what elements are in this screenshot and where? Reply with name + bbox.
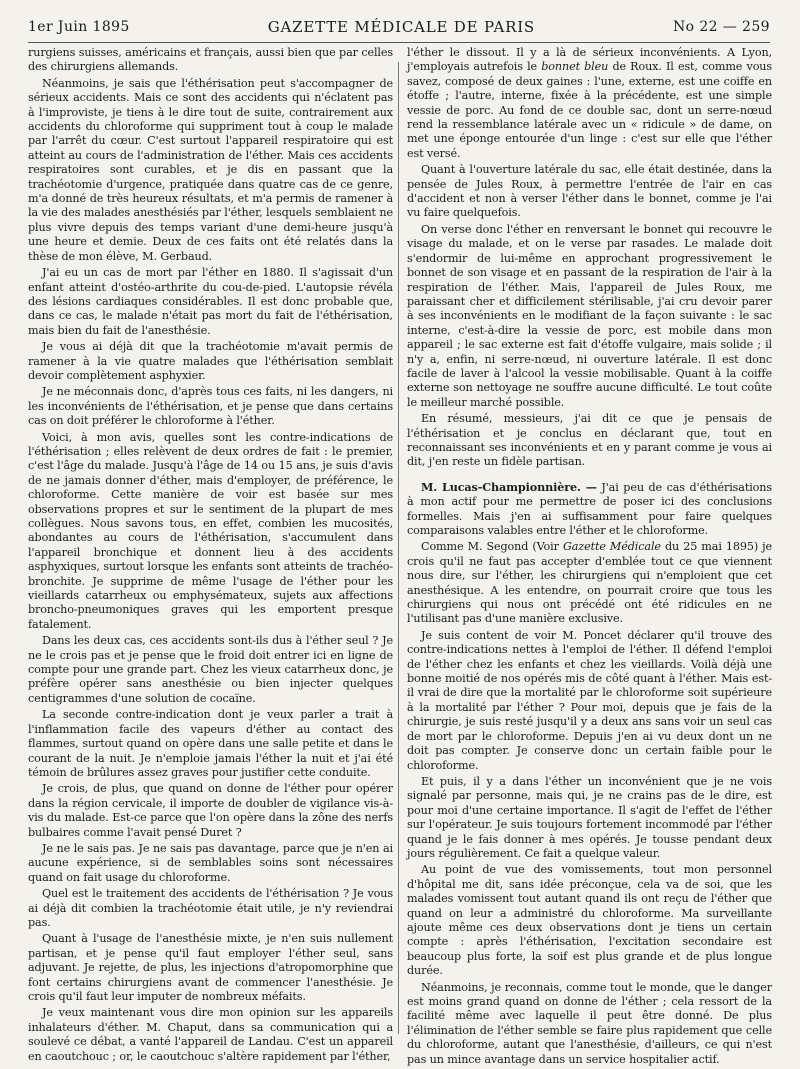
paragraph: Néanmoins, je reconnais, comme tout le monde, que le danger est moins grand quand on donne de l'éther ; cela ressort de la facilité même avec laquelle il peut être donné. De plus l'élimination de l'éther semble se faire plus rapidement que celle du chloroforme, autant que l'anesthésie, d'ailleurs, ce qui n'est pas un mince avantage dans un service hospitalier actif. <box>407 980 772 1066</box>
paragraph: Quel est le traitement des accidents de l'éthérisation ? Je vous ai déjà dit combien la trachéotomie était utile, je n'y reviendrai pas. <box>28 887 393 929</box>
italic-title: Gazette Médicale <box>562 540 661 554</box>
text-run: de Roux. Il est, comme vous savez, composé de deux gaines : l'une, externe, est une coiffe en étoffe ; l'autre, interne, fixée à la précédente, est une simple vessie de porc. Au fond de ce double sac, dont un serre-nœud rend la ressemblance latérale avec un « ridicule » de dame, on met une éponge entourée d'un linge : c'est sur elle que l'éther est versé. <box>407 60 773 160</box>
speaker-name: M. Lucas-Championnière. — <box>421 479 597 494</box>
paragraph: rurgiens suisses, américains et français, aussi bien que par celles des chirurgiens allemands. <box>28 46 393 74</box>
text-run: du 25 mai 1895) je crois qu'il ne faut pas accepter d'emblée tout ce que viennent nous dire, sur l'éther, les chirurgiens qui n'emploient que cet anesthésique. A les entendre, on pourrait croire que tous les chirurgiens qui nous ont précédé ont été ridicules en ne l'utilisant pas d'une manière exclusive. <box>407 540 773 626</box>
paragraph: Voici, à mon avis, quelles sont les contre-indications de l'éthérisation ; elles relèvent de deux ordres de fait : le premier, c'est l'âge du malade. Jusqu'à l'âge de 14 ou 15 ans, je suis d'avis de ne jamais donner d'éther, mais d'employer, de préférence, le chloroforme. Cette manière de voir est basée sur mes observations propres et sur le sentiment de la plupart de mes collègues. Nous savons tous, en effet, combien les mucosités, abondantes au cours de l'éthérisation, s'accumulent dans l'appareil bronchique et donnent lieu à des accidents asphyxiques, surtout lorsque les enfants sont atteints de trachéo-bronchite. Je supprime de même l'usage de l'éther pour les vieillards catarrheux ou emphysémateux, sujets aux affections broncho-pneumoniques graves qui les emportent presque fatalement. <box>28 430 393 631</box>
paragraph: Je ne méconnais donc, d'après tous ces faits, ni les dangers, ni les inconvénients de l'éthérisation, et je pense que dans certains cas on doit préférer le chloroforme à l'éther. <box>28 385 393 428</box>
page-header <box>28 12 770 43</box>
header-title: GAZETTE MÉDICALE DE PARIS <box>267 17 535 36</box>
paragraph: Je crois, de plus, que quand on donne de l'éther pour opérer dans la région cervicale, il importe de doubler de vigilance vis-à-vis du malade. Est-ce parce que l'on opère dans la zône des nerfs bulbaires comme l'avait pensé Duret ? <box>28 782 393 839</box>
paragraph <box>407 480 772 539</box>
italic-term: bonnet bleu <box>541 60 609 74</box>
paragraph: Je suis content de voir M. Poncet déclarer qu'il trouve des contre-indications nettes à l'emploi de l'éther. Il défend l'emploi de l'éther chez les enfants et chez les vieillards. Voilà déjà une bonne moitié de nos opérés mis de côté quant à l'éther. Mais est-il vrai de dire que la mortalité par le chloroforme soit supérieure à la mortalité par l'éther ? Pour moi, depuis que je fais de la chirurgie, je suis resté jusqu'il y a deux ans sans voir un seul cas de mort par le chloroforme. Depuis j'en ai vu deux dont un ne doit pas compter. Je conserve donc un certain faible pour le chloroforme. <box>407 628 772 772</box>
paragraph <box>407 46 772 161</box>
paragraph: Je ne le sais pas. Je ne sais pas davantage, parce que je n'en ai aucune expérience, si de semblables soins sont nécessaires quand on fait usage du chloroforme. <box>28 841 393 884</box>
text-run: Comme M. Segond (Voir <box>421 540 559 554</box>
paragraph: J'ai eu un cas de mort par l'éther en 1880. Il s'agissait d'un enfant atteint d'ostéo-arthrite du cou-de-pied. L'autopsie révéla des lésions cardiaques considérables. Il est donc probable que, dans ce cas, le malade n'était pas mort du fait de l'éthérisation, mais bien du fait de l'anesthésie. <box>28 266 393 337</box>
paragraph <box>407 540 772 626</box>
paragraph: Je veux maintenant vous dire mon opinion sur les appareils inhalateurs d'éther. M. Chaput, dans sa communication qui a soulevé ce débat, a vanté l'appareil de Landau. C'est un appareil en caoutchouc ; or, le caoutchouc s'altère rapidement par l'éther, <box>28 1006 393 1063</box>
paragraph: Au point de vue des vomissements, tout mon personnel d'hôpital me dit, sans idée préconçue, cela va de soi, que les malades vomissent tout autant quand ils ont reçu de l'éther que quand on leur a administré du chloroforme. Ma surveillante ajoute même ces deux observations dont je tiens un certain compte : après l'éthérisation, l'excitation secondaire est beaucoup plus forte, la soif est plus grande et de plus longue durée. <box>407 863 772 978</box>
header-issue: No 22 — 259 <box>673 18 770 35</box>
paragraph: Dans les deux cas, ces accidents sont-ils dus à l'éther seul ? Je ne le crois pas et je pense que le froid doit entrer ici en ligne de compte pour une grande part. Chez les vieux catarrheux donc, je préfère opérer sans anesthésie ou bien injecter quelques centigrammes d'une solution de cocaïne. <box>28 634 393 705</box>
header-date: 1er Juin 1895 <box>28 18 130 35</box>
right-column <box>407 46 772 1069</box>
paragraph: La seconde contre-indication dont je veux parler a trait à l'inflammation facile des vapeurs d'éther au contact des flammes, surtout quand on opère dans une salle petite et dans le courant de la nuit. Je n'emploie jamais l'éther la nuit et j'ai été témoin de brûlures assez graves pour justifier cette conduite. <box>28 708 393 779</box>
left-column <box>28 46 393 1069</box>
article-body <box>28 46 772 1069</box>
paragraph: En résumé, messieurs, j'ai dit ce que je pensais de l'éthérisation et je conclus en déclarant que, tout en reconnaissant ses inconvénients et en y parant comme je vous ai dit, j'en reste un fidèle partisan. <box>407 412 772 469</box>
paragraph: Quant à l'usage de l'anesthésie mixte, je n'en suis nullement partisan, et je pense qu'il faut employer l'éther seul, sans adjuvant. Je rejette, de plus, les injections d'atropomorphine que font certains chirurgiens avant de commencer l'anesthésie. Je crois qu'il faut leur imputer de nombreux méfaits. <box>28 932 393 1003</box>
paragraph: Et puis, il y a dans l'éther un inconvénient que je ne vois signalé par personne, mais qui, je ne crains pas de le dire, est pour moi d'une certaine importance. Il s'agit de l'effet de l'éther sur l'opérateur. Je suis toujours fortement incommodé par l'éther quand je le fais donner à mes opérés. Je tousse pendant deux jours régulièrement. Ce fait a quelque valeur. <box>407 774 772 860</box>
paragraph: On verse donc l'éther en renversant le bonnet qui recouvre le visage du malade, et on le verse par rasades. Le malade doit s'endormir de lui-même en approchant progressivement le bonnet de son visage et en passant de la respiration de l'air à la respiration de l'éther. Mais, l'appareil de Jules Roux, me paraissant cher et difficilement stérilisable, j'ai cru devoir parer à ses inconvénients en le modifiant de la façon suivante : le sac interne, c'est-à-dire la vessie de porc, est mobile dans mon appareil ; le sac externe est fait d'étoffe vulgaire, mais solide ; il n'y a, enfin, ni serre-nœud, ni ouverture latérale. Il est donc facile de laver à l'alcool la vessie mobilisable. Quant à la coiffe externe son nettoyage ne souffre aucune difficulté. Le tout coûte le meilleur marché possible. <box>407 222 772 409</box>
text-run: l'éther le dissout. Il y a là de sérieux inconvénients. A Lyon, j'employais autrefois le <box>407 46 772 74</box>
paragraph: Quant à l'ouverture latérale du sac, elle était destinée, dans la pensée de Jules Roux, à permettre l'entrée de l'air en cas d'accident et non à verser l'éther dans le bonnet, comme je l'ai vu faire quelquefois. <box>407 163 772 220</box>
text-run: J'ai peu de cas d'éthérisations à mon actif pour me permettre de poser ici des conclusions formelles. Mais j'en ai suffisamment pour faire quelques comparaisons valables entre l'éther et le chloroforme. <box>407 480 772 537</box>
paragraph: Je vous ai déjà dit que la trachéotomie m'avait permis de ramener à la vie quatre malades que l'éthérisation semblait devoir complètement asphyxier. <box>28 340 393 382</box>
paragraph: Néanmoins, je sais que l'éthérisation peut s'accompagner de sérieux accidents. Mais ce sont des accidents qui n'éclatent pas à l'improviste, je tiens à le dire tout de suite, contrairement aux accidents du chloroforme qui suppriment tout à coup le malade par l'arrêt du cœur. C'est surtout l'appareil respiratoire qui est atteint au cours de l'administration de l'éther. Mais ces accidents respiratoires sont curables, et je dis en passant que la trachéotomie d'urgence, pratiquée dans quatre cas de ce genre, m'a donné de très heureux résultats, et m'a permis de ramener à la vie des malades anesthésiés par l'éther, lesquels semblaient ne plus vivre depuis des temps variant d'une demi-heure jusqu'à une heure et demie. Deux de ces faits ont été relatés dans la thèse de mon élève, M. Gerbaud. <box>28 76 393 263</box>
